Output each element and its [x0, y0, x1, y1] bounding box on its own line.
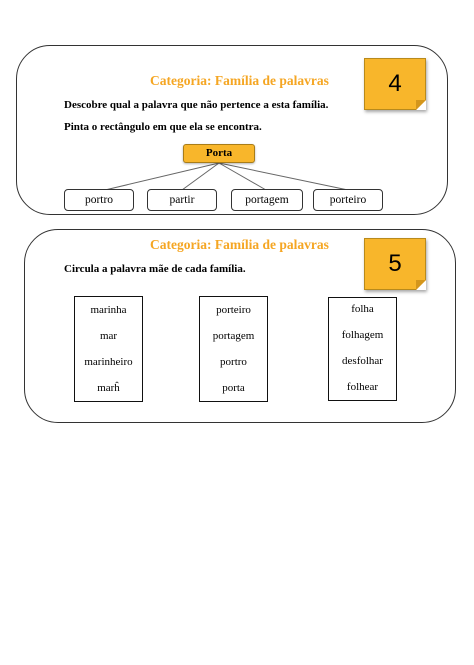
exercise-5-instruction: Circula a palavra mãe de cada família. — [64, 263, 246, 275]
option-box-2[interactable]: partir — [147, 189, 217, 211]
option-box-4[interactable]: porteiro — [313, 189, 383, 211]
page-curl-icon — [416, 280, 426, 290]
family-box-3 — [328, 297, 397, 401]
exercise-4-instruction-2: Pinta o rectângulo em que ela se encontra. — [64, 121, 262, 133]
exercise-5-number-badge — [364, 238, 426, 290]
family-box-1 — [74, 296, 143, 402]
family-word[interactable]: folhear — [346, 381, 379, 393]
exercise-5-category: Categoria: Família de palavras — [150, 237, 329, 252]
family-box-2 — [199, 296, 268, 402]
exercise-4-instruction-1: Descobre qual a palavra que não pertence a esta família. — [64, 99, 329, 111]
option-box-1[interactable]: portro — [64, 189, 134, 211]
exercise-4-category: Categoria: Família de palavras — [150, 73, 329, 88]
exercise-4-number: 4 — [388, 70, 402, 97]
exercise-5-number: 5 — [388, 250, 402, 277]
family-word[interactable]: porteiro — [216, 304, 251, 316]
family-word[interactable]: mar — [99, 330, 118, 342]
family-word[interactable]: portagem — [212, 330, 255, 342]
family-word[interactable]: folha — [351, 303, 374, 315]
connector-line — [105, 163, 219, 190]
connector-line — [219, 163, 348, 190]
option-box-3[interactable]: portagem — [231, 189, 303, 211]
family-word[interactable]: marĥ — [97, 382, 120, 394]
root-word-box: Porta — [183, 144, 255, 163]
family-word[interactable]: folhagem — [341, 329, 384, 341]
family-word[interactable]: marinheiro — [84, 356, 133, 368]
connector-line — [219, 163, 266, 190]
family-word[interactable]: desfolhar — [342, 355, 383, 367]
family-word[interactable]: porta — [222, 382, 245, 394]
family-word[interactable]: marinha — [90, 304, 127, 316]
family-word[interactable]: portro — [220, 356, 247, 368]
